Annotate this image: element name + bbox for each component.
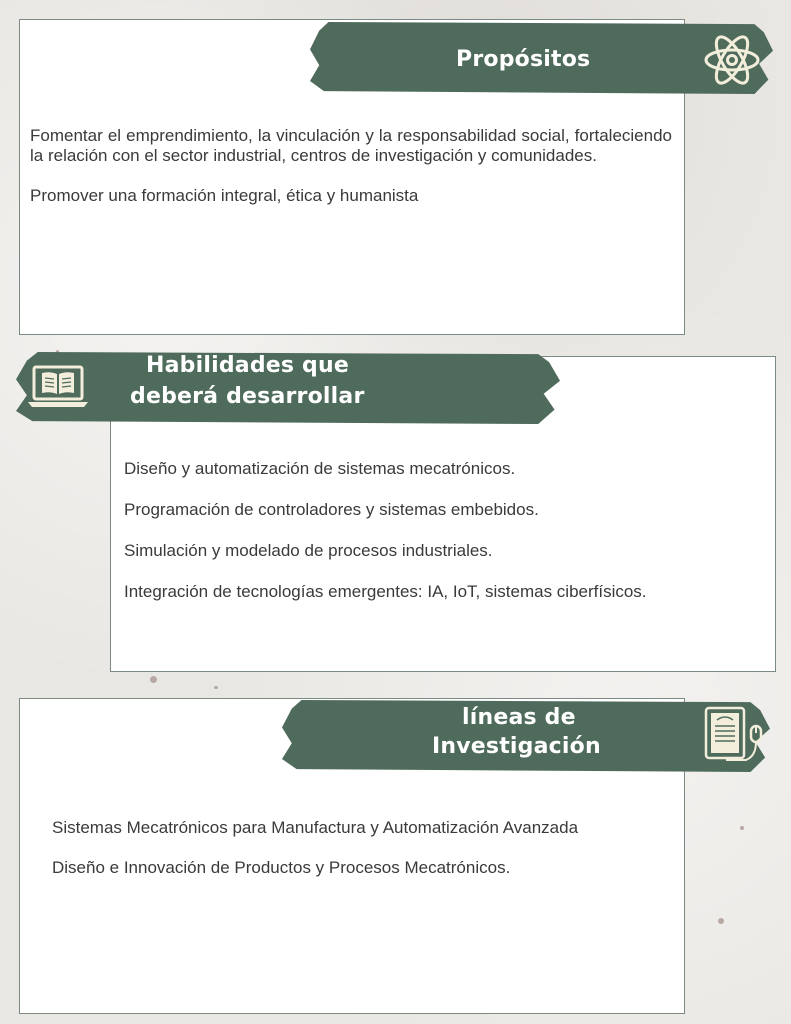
investigacion-title-line2: Investigación [432,734,601,759]
background-speck [150,676,157,683]
propositos-paragraph: Fomentar el emprendimiento, la vinculación y la responsabilidad social, fortaleciendo la relación con el sector industrial, centros de investigación y comunidades. [30,126,672,165]
background-speck [214,686,218,689]
habilidades-item: Simulación y modelado de procesos industriales. [124,541,493,560]
habilidades-title-line1: Habilidades que [146,353,349,378]
propositos-title: Propósitos [456,47,591,72]
background-speck [740,826,744,830]
laptop-book-icon [26,364,90,410]
propositos-paragraph: Promover una formación integral, ética y humanista [30,186,419,205]
habilidades-list [124,458,764,622]
habilidades-title-line2: deberá desarrollar [130,384,365,409]
investigacion-paragraph: Diseño e Innovación de Productos y Procesos Mecatrónicos. [52,858,511,877]
investigacion-body [52,818,654,898]
atom-icon [702,30,762,90]
habilidades-item: Integración de tecnologías emergentes: IA, IoT, sistemas ciberfísicos. [124,582,647,601]
investigacion-paragraph: Sistemas Mecatrónicos para Manufactura y Automatización Avanzada [52,818,579,837]
tablet-document-icon [702,704,766,768]
background-speck [718,918,724,924]
propositos-body [30,126,672,226]
habilidades-item: Programación de controladores y sistemas embebidos. [124,500,539,519]
habilidades-item: Diseño y automatización de sistemas mecatrónicos. [124,459,516,478]
investigacion-title-line1: líneas de [462,705,576,730]
